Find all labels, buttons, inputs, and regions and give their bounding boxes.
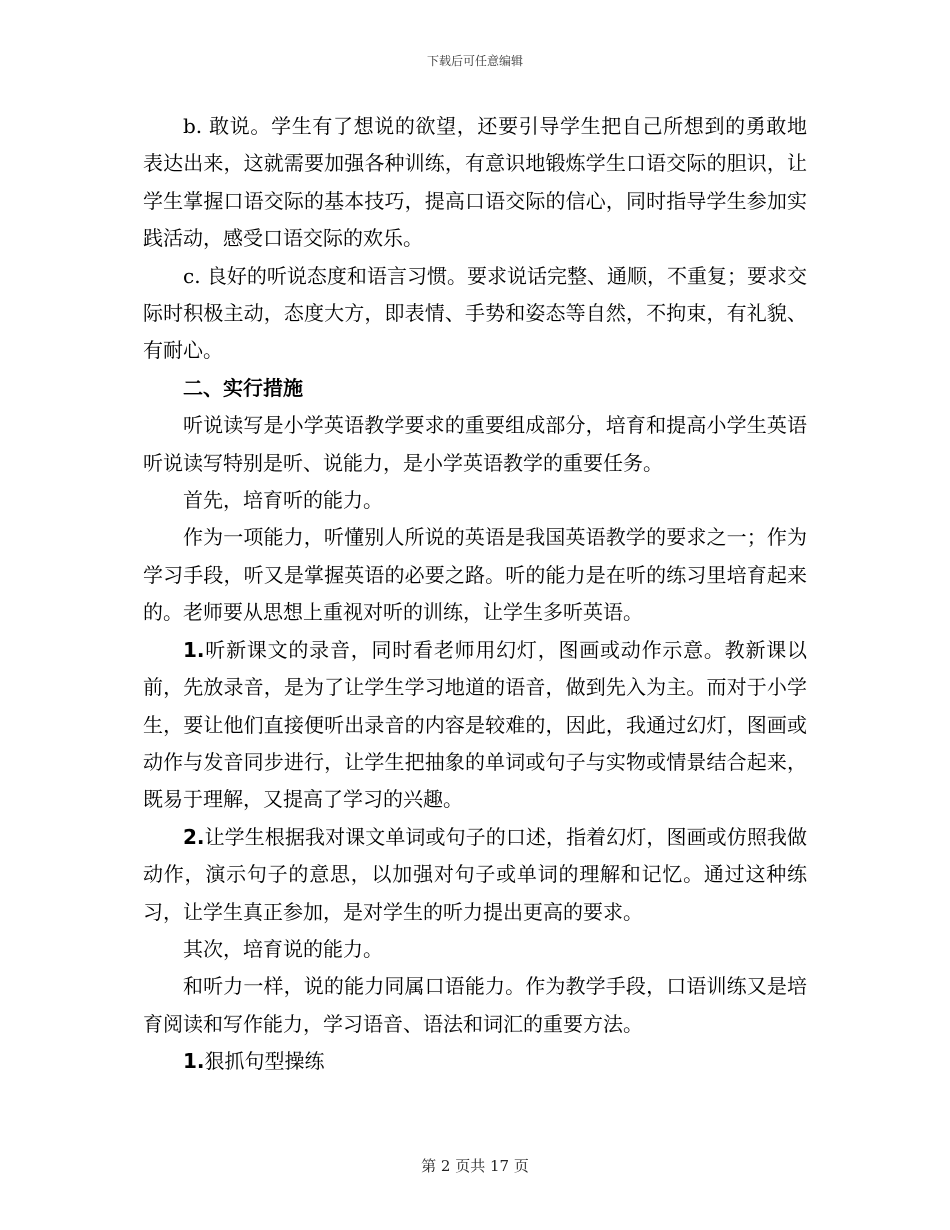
item-number: 1. [183, 637, 205, 662]
item-number: 1. [183, 1049, 205, 1074]
page-header: 下载后可任意编辑 [426, 54, 523, 68]
item-number: 2. [183, 824, 205, 849]
paragraph: b. 敢说。学生有了想说的欲望，还要引导学生把自己所想到的勇敢地表达出来，这就需要加强各种训练，有意识地锻炼学生口语交际的胆识，让学生掌握口语交际的基本技巧，提高口语交际的信心，同时指导学生参加实践活动，感受口语交际的欢乐。 [143, 114, 807, 251]
numbered-paragraph [143, 819, 807, 931]
numbered-paragraph [143, 1043, 807, 1080]
section-heading: 二、实行措施 [183, 375, 303, 400]
paragraph: 首先，培育听的能力。 [183, 488, 383, 513]
numbered-paragraph [143, 632, 807, 819]
paragraph: 听说读写是小学英语教学要求的重要组成部分，培育和提高小学生英语听说读写特别是听、说能力，是小学英语教学的重要任务。 [143, 413, 807, 475]
paragraph: 其次，培育说的能力。 [183, 936, 383, 961]
paragraph-text: 让学生根据我对课文单词或句子的口述，指着幻灯，图画或仿照我做动作，演示句子的意思，以加强对句子或单词的理解和记忆。通过这种练习，让学生真正参加，是对学生的听力提出更高的要求。 [143, 824, 807, 924]
document-body [143, 108, 807, 1081]
paragraph-text: 狠抓句型操练 [204, 1049, 325, 1074]
paragraph: 和听力一样，说的能力同属口语能力。作为教学手段，口语训练又是培育阅读和写作能力，学习语音、语法和词汇的重要方法。 [143, 974, 807, 1036]
paragraph-text: 听新课文的录音，同时看老师用幻灯，图画或动作示意。教新课以前，先放录音，是为了让学生学习地道的语音，做到先入为主。而对于小学生，要让他们直接便听出录音的内容是较难的，因此，我通过幻灯，图画或动作与发音同步进行，让学生把抽象的单词或句子与实物或情景结合起来，既易于理解，又提高了学习的兴趣。 [143, 637, 807, 812]
page-footer: 第 2 页共 17 页 [421, 1157, 529, 1175]
paragraph: 作为一项能力，听懂别人所说的英语是我国英语教学的要求之一；作为学习手段，听又是掌握英语的必要之路。听的能力是在听的练习里培育起来的。老师要从思想上重视对听的训练，让学生多听英语。 [143, 525, 807, 625]
paragraph: c. 良好的听说态度和语言习惯。要求说话完整、通顺，不重复；要求交际时积极主动，态度大方，即表情、手势和姿态等自然，不拘束，有礼貌、有耐心。 [143, 263, 807, 363]
